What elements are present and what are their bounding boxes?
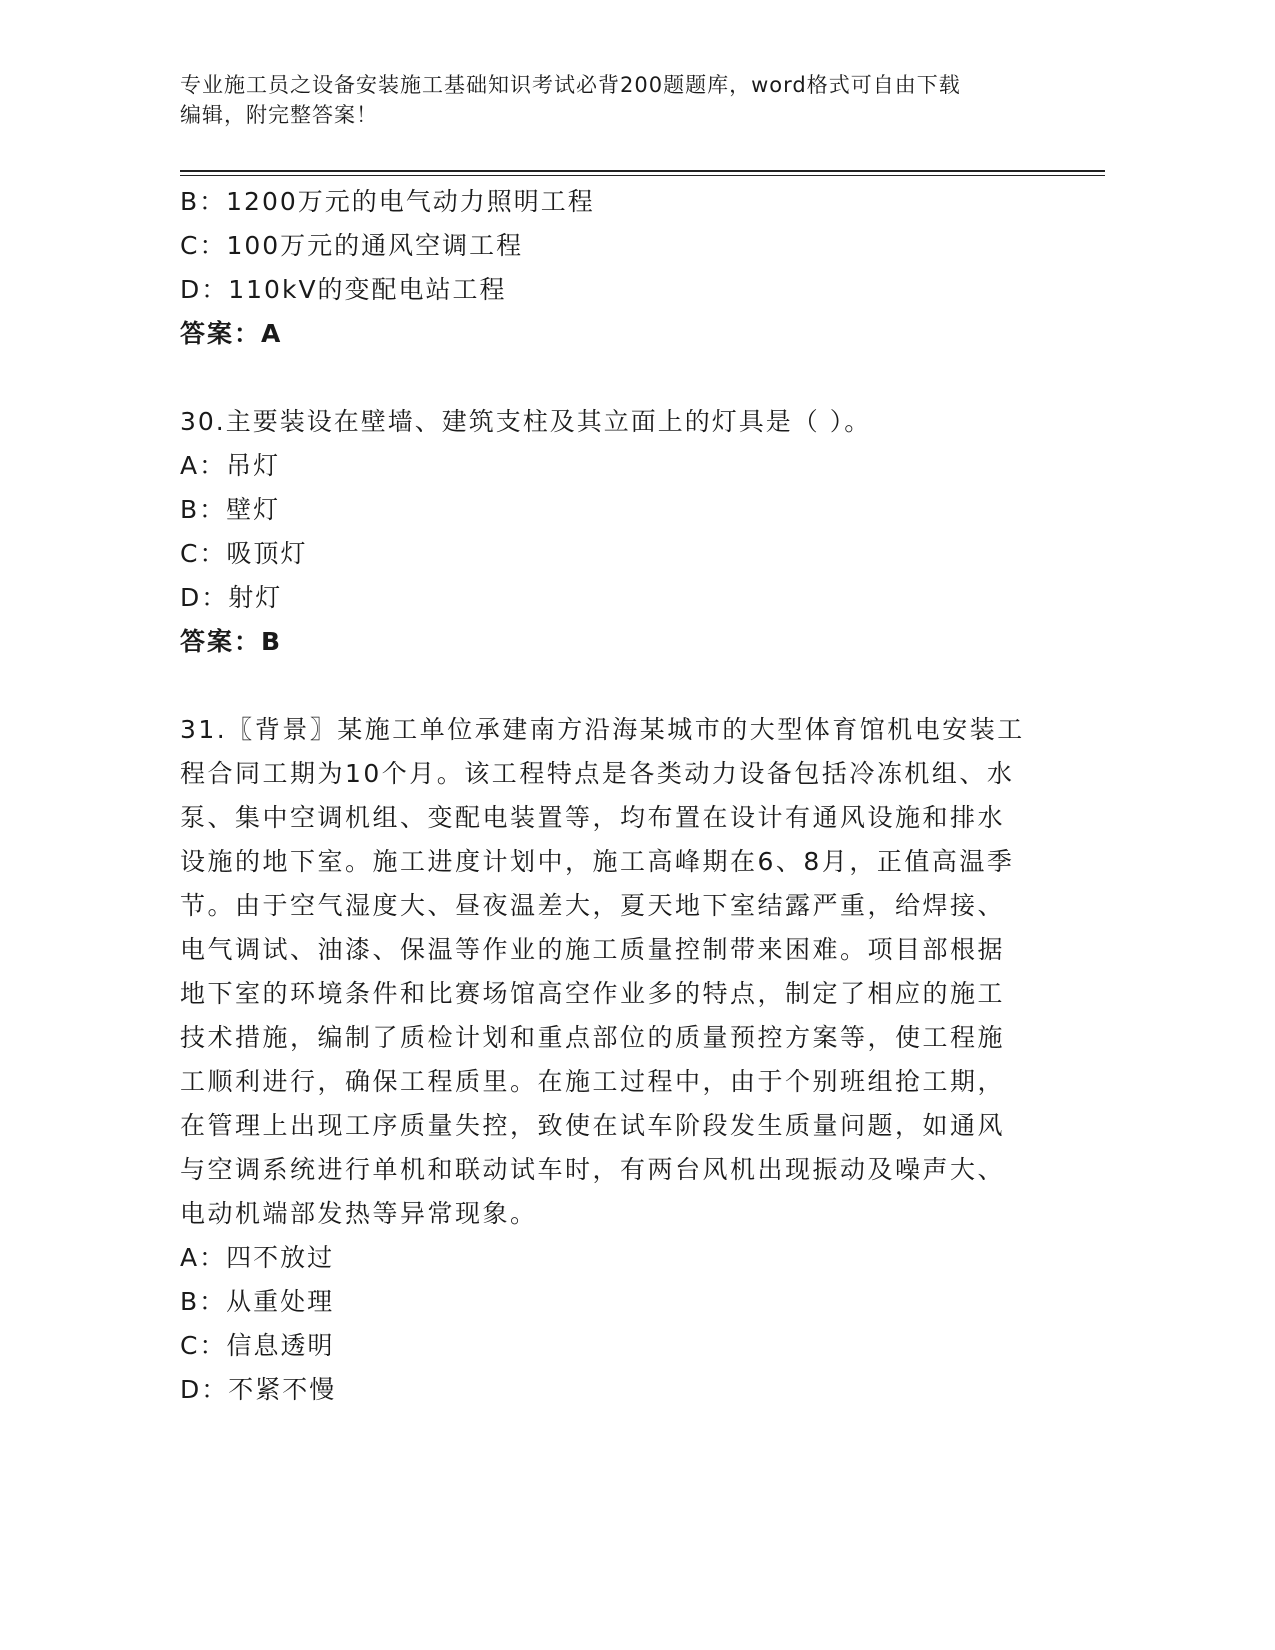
option-c: C：吸顶灯 [180,539,308,568]
header-title-line-1: 专业施工员之设备安装施工基础知识考试必背200题题库，word格式可自由下载 [180,73,961,97]
option-b: B：1200万元的电气动力照明工程 [180,187,595,216]
document-header [180,70,1040,130]
question-29-block [180,180,1040,356]
answer-label: 答案：B [180,627,283,656]
option-d: D：射灯 [180,583,283,612]
header-title-line-2: 编辑，附完整答案！ [180,103,378,127]
option-d: D：不紧不慢 [180,1375,337,1404]
header-divider-thick [180,170,1105,172]
option-b: B：壁灯 [180,495,281,524]
question-text: 30.主要装设在壁墙、建筑支柱及其立面上的灯具是（ ）。 [180,407,872,436]
option-d: D：110kV的变配电站工程 [180,275,507,304]
option-c: C：信息透明 [180,1331,335,1360]
option-c: C：100万元的通风空调工程 [180,231,524,260]
spacer [180,356,1040,400]
question-text: 31.〖背景〗某施工单位承建南方沿海某城市的大型体育馆机电安装工程合同工期为10个月。该工程特点是各类动力设备包括冷冻机组、水泵、集中空调机组、变配电装置等，均布置在设计有通风设施和排水设施的地下室。施工进度计划中，施工高峰期在6、8月，正值高温季节。由于空气湿度大、昼夜温差大，夏天地下室结露严重，给焊接、电气调试、油漆、保温等作业的施工质量控制带来困难。项目部根据地下室的环境条件和比赛场馆高空作业多的特点，制定了相应的施工技术措施，编制了质检计划和重点部位的质量预控方案等，使工程施工顺利进行，确保工程质里。在施工过程中，由于个别班组抢工期，在管理上出现工序质量失控，致使在试车阶段发生质量问题，如通风与空调系统进行单机和联动试车时，有两台风机出现振动及噪声大、电动机端部发热等异常现象。 [180,715,1025,1228]
spacer [180,664,1040,708]
option-a: A：四不放过 [180,1243,335,1272]
question-31-block [180,708,1040,1412]
option-a: A：吊灯 [180,451,281,480]
answer-label: 答案：A [180,319,283,348]
question-list [180,180,1040,1412]
option-b: B：从重处理 [180,1287,335,1316]
question-30-block [180,400,1040,664]
header-divider-thin [180,175,1105,176]
